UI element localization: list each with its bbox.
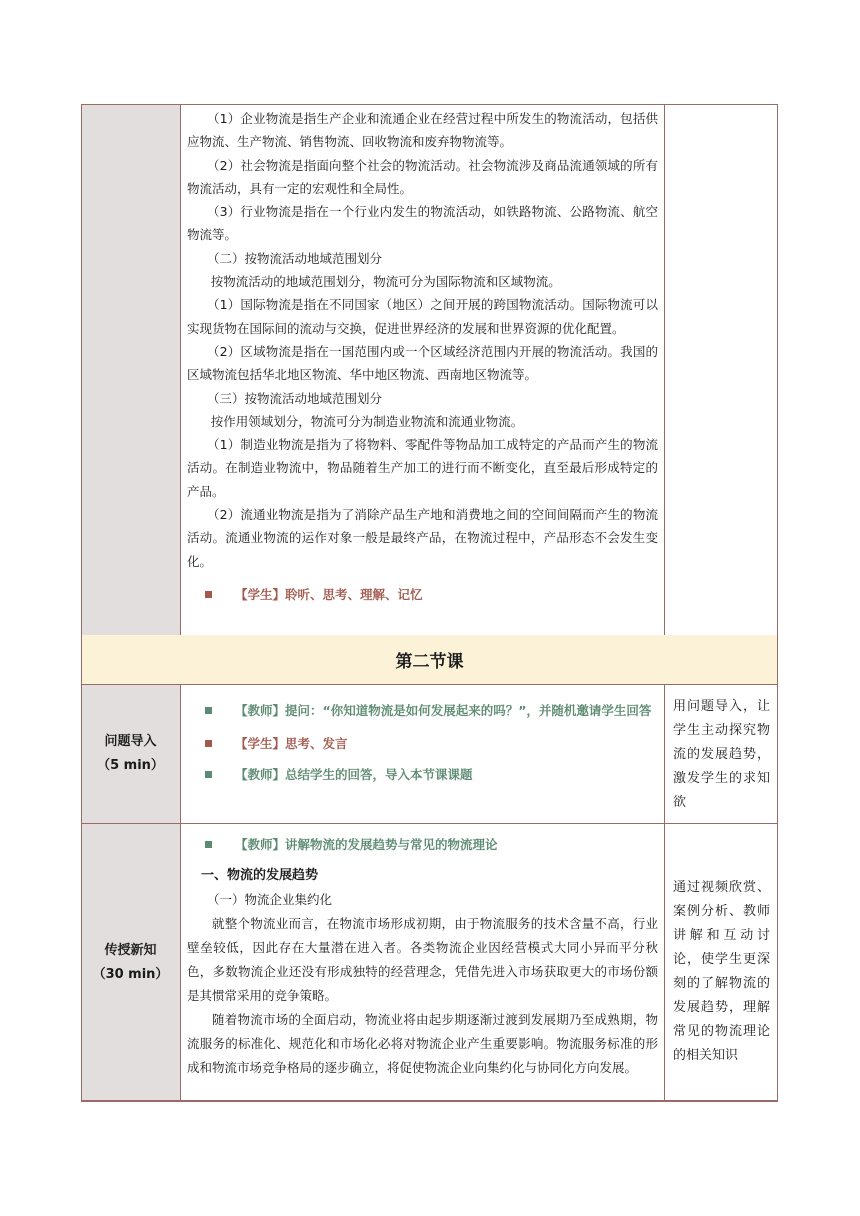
square-bullet-icon — [205, 740, 212, 747]
teacher-activity-bullet: 【教师】提问：“你知道物流是如何发展起来的吗？”，并随机邀请学生回答 — [187, 699, 658, 722]
note-cell — [665, 105, 778, 635]
intro-row — [81, 685, 778, 824]
row-label: 问题导入 — [104, 734, 157, 749]
content-cell — [181, 685, 665, 823]
paragraph: （2）社会物流是指面向整个社会的物流活动。社会物流涉及商品流通领域的所有物流活动，具有一定的宏观性和全局性。 — [187, 157, 658, 196]
design-note: 用问题导入，让学生主动探究物流的发展趋势，激发学生的求知欲 — [673, 699, 770, 810]
row-label-cell — [81, 105, 181, 635]
design-note: 通过视频欣赏、案例分析、教师讲解和互动讨论，使学生更深刻的了解物流的发展趋势，理解常见的物流理论的相关知识 — [673, 880, 770, 1063]
row-label-cell — [81, 685, 181, 823]
paragraph: 就整个物流业而言，在物流市场形成初期，由于物流服务的技术含量不高，行业壁垒较低，因此存在大量潜在进入者。各类物流企业因经营模式大同小异而平分秋色，多数物流企业还没有形成独特的经营理念，凭借先进入市场获取更大的市场份额是其惯常采用的竞争策略。 — [187, 916, 658, 1003]
paragraph: （2）区域物流是指在一国范围内或一个区域经济范围内开展的物流活动。我国的区域物流包括华北地区物流、华中地区物流、西南地区物流等。 — [187, 343, 658, 383]
content-row-continued — [81, 104, 778, 636]
row-duration: （5 min） — [97, 758, 164, 773]
note-cell — [665, 685, 778, 823]
paragraph: （1）制造业物流是指为了将物料、零配件等物品加工成特定的产品而产生的物流活动。在制造业物流中，物品随着生产加工的进行而不断变化，直至最后形成特定的产品。 — [187, 437, 658, 499]
content-cell — [181, 824, 665, 1101]
section-title: 第二节课 — [81, 635, 778, 684]
student-activity-bullet: 【学生】聆听、思考、理解、记忆 — [187, 583, 658, 606]
note-cell — [665, 824, 778, 1101]
paragraph: 按作用领域划分，物流可分为制造业物流和流通业物流。 — [210, 413, 524, 429]
section-header-row — [81, 635, 778, 685]
teacher-activity-bullet: 【教师】总结学生的回答，导入本节课课题 — [187, 763, 658, 786]
paragraph: （3）行业物流是指在一个行业内发生的物流活动，如铁路物流、公路物流、航空物流等。 — [187, 204, 658, 243]
subheading: （二）按物流活动地域范围划分 — [207, 250, 383, 266]
paragraph: （1）国际物流是指在不同国家（地区）之间开展的跨国物流活动。国际物流可以实现货物在国际间的流动与交换，促进世界经济的发展和世界资源的优化配置。 — [187, 297, 658, 336]
square-bullet-icon — [205, 707, 212, 714]
paragraph: （2）流通业物流是指为了消除产品生产地和消费地之间的空间间隔而产生的物流活动。流通业物流的运作对象一般是最终产品，在物流过程中，产品形态不会发生变化。 — [187, 507, 658, 569]
row-duration: （30 min） — [92, 966, 169, 982]
row-label: 传授新知 — [104, 942, 157, 958]
square-bullet-icon — [205, 591, 212, 598]
section-heading: 一、物流的发展趋势 — [201, 868, 319, 883]
subheading: （三）按物流活动地域范围划分 — [207, 390, 383, 406]
new-knowledge-row — [81, 824, 778, 1102]
paragraph: 随着物流市场的全面启动，物流业将由起步期逐渐过渡到发展期乃至成熟期，物流服务的标准化、规范化和市场化必将对物流企业产生重要影响。物流服务标准的形成和物流市场竞争格局的逐步确立，将促使物流企业向集约化与协同化方向发展。 — [187, 1012, 658, 1075]
square-bullet-icon — [205, 771, 212, 778]
subheading: （一）物流企业集约化 — [207, 892, 333, 907]
teacher-activity-bullet: 【教师】讲解物流的发展趋势与常见的物流理论 — [187, 834, 658, 856]
row-label-cell — [81, 824, 181, 1101]
paragraph: （1）企业物流是指生产企业和流通企业在经营过程中所发生的物流活动，包括供应物流、生产物流、销售物流、回收物流和废弃物物流等。 — [187, 111, 658, 150]
paragraph: 按物流活动的地域范围划分，物流可分为国际物流和区域物流。 — [210, 274, 561, 290]
content-cell — [181, 105, 665, 635]
square-bullet-icon — [205, 841, 212, 848]
student-activity-bullet: 【学生】思考、发言 — [187, 732, 658, 755]
lesson-plan-table — [81, 104, 778, 1101]
